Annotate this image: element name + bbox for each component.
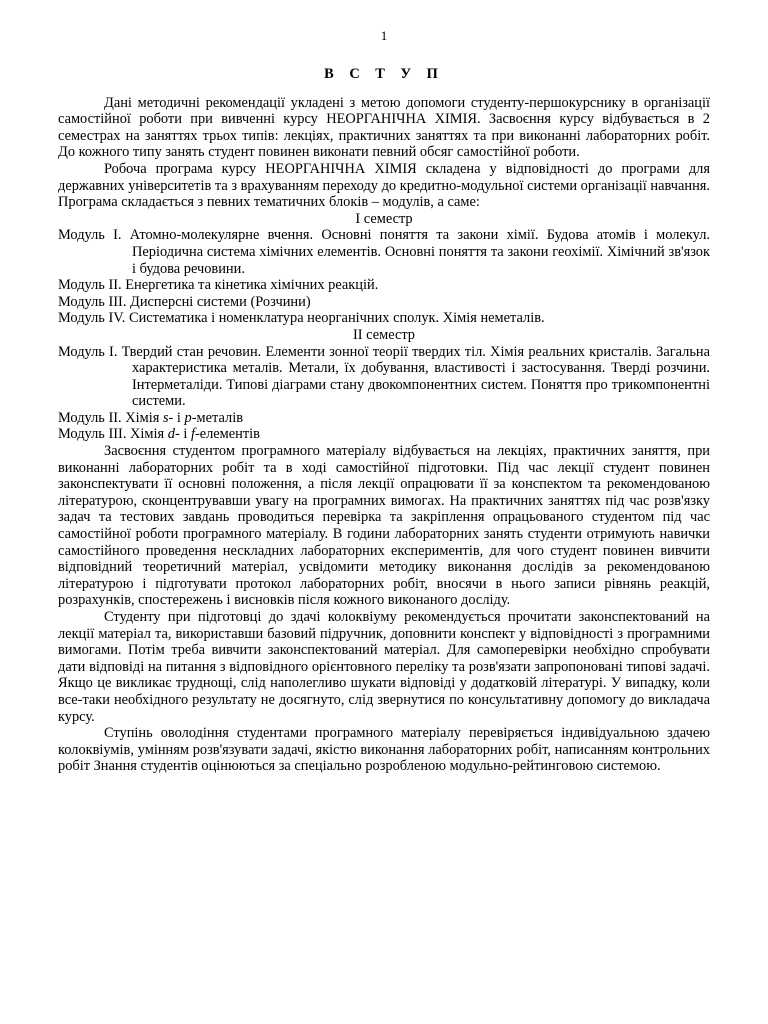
semester-1-heading: І семестр	[355, 210, 413, 227]
module-3-suffix: -елементів	[194, 426, 260, 443]
module-2-mid: - і	[168, 409, 185, 426]
semester-1-module-1: Модуль І. Атомно-молекулярне вчення. Основні поняття та закони хімії. Будова атомів і молекул. Періодична система хімічних елементів. Основні поняття та закони геохімії. Хімічний зв'язок і будова речовини.	[58, 227, 710, 277]
semester-1-module-4: Модуль IV. Систематика і номенклатура неорганічних сполук. Хімія неметалів.	[58, 310, 545, 327]
document-page	[58, 28, 710, 775]
body-paragraph-1: Засвоєння студентом програмного матеріалу відбувається на лекціях, практичних заняття, при виконанні лабораторних робіт та в ході самостійної підготовки. Під час лекції студент повинен законспектувати її основні положення, а після лекції опрацювати її за конспектом та рекомендованою літературою, сконцентрувавши увагу на програмних вимогах. На практичних заняттях під час розв'язку задач та тестових завдань проводиться перевірка та закріплення опрацьованого студентом під час самостійної роботи програмного матеріалу. В години лабораторних занять студенти отримують навички самостійного проведення нескладних лабораторних експериментів, для чого студент повинен вивчити відповідний теоретичний матеріал, усвідомити методику виконання дослідів за рекомендованою літературою і підготувати протокол лабораторних робіт, вносячи в нього записи рівнянь реакцій, розрахунків, спостережень і висновків після кожного виконаного досліду.	[58, 443, 710, 609]
semester-2-module-3	[58, 426, 710, 443]
semester-1-module-2: Модуль ІІ. Енергетика та кінетика хімічних реакцій.	[58, 277, 379, 294]
module-2-suffix: -металів	[191, 409, 243, 426]
semester-2-module-2	[58, 410, 710, 427]
module-2-p: p	[184, 409, 192, 426]
page-title: В С Т У П	[324, 66, 444, 82]
body-paragraph-2: Студенту при підготовці до здачі колоквіуму рекомендується прочитати законспектований на лекції матеріал та, використавши базовий підручник, доповнити конспект у відповідності з програмними вимогами. Потім треба вивчити законспектований матеріал. Для самоперевірки необхідно спробувати дати відповіді на питання з відповідного орієнтовного переліку та розв'язати запропоновані типові задачі. Якщо це викликає труднощі, слід наполегливо шукати відповіді у додатковій літературі. У випадку, коли все-таки необхідного результату не досягнуто, слід звернутися по консультативну допомогу до викладача курсу.	[58, 609, 710, 725]
module-3-mid: - і	[174, 426, 191, 443]
intro-paragraph-1: Дані методичні рекомендації укладені з метою допомоги студенту-першокурснику в організації самостійної роботи при вивченні курсу НЕОРГАНІЧНА ХІМІЯ. Засвоєння курсу відбувається в 2 семестрах на заняттях трьох типів: лекціях, практичних заняттях та при виконанні лабораторних робіт. До кожного типу занять студент повинен виконати певний обсяг самостійної роботи.	[58, 94, 710, 161]
body-paragraph-3: Ступінь оволодіння студентами програмного матеріалу перевіряється індивідуальною здачею колоквіумів, умінням розв'язувати задачі, якістю виконання лабораторних робіт, написанням контрольних робіт Знання студентів оцінюються за спеціально розробленою модульно-рейтинговою системою.	[58, 725, 710, 775]
page-number: 1	[380, 28, 388, 43]
module-2-prefix: Модуль ІІ. Хімія	[58, 409, 163, 426]
module-3-d: d	[167, 426, 175, 443]
semester-2-heading: ІІ семестр	[352, 326, 416, 343]
module-3-f: f	[190, 426, 195, 443]
semester-2-module-1: Модуль І. Твердий стан речовин. Елементи зонної теорії твердих тіл. Хімія реальних кристалів. Загальна характеристика металів. Метали, їх добування, властивості і застосування. Тверді розчини. Інтерметаліди. Типові діаграми стану двокомпонентних систем. Поняття про трикомпонентні системи.	[58, 343, 710, 410]
semester-1-module-3: Модуль ІІІ. Дисперсні системи (Розчини)	[58, 293, 311, 310]
module-2-s: s	[162, 409, 169, 426]
intro-paragraph-2: Робоча програма курсу НЕОРГАНІЧНА ХІМІЯ складена у відповідності до програми для державних університетів та з врахуванням переходу до кредитно-модульної системи організації навчання. Програма складається з певних тематичних блоків – модулів, а саме:	[58, 160, 710, 211]
module-3-prefix: Модуль ІІІ. Хімія	[58, 426, 168, 443]
